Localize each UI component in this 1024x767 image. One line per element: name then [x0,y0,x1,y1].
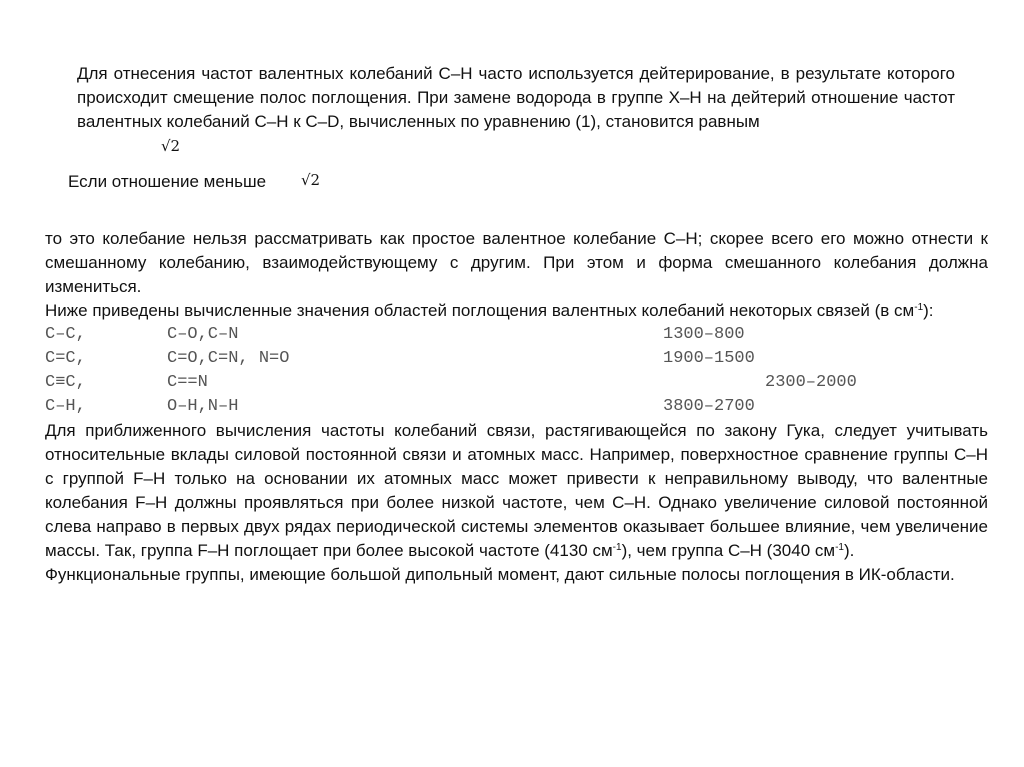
absorption-intro-end: ): [923,301,934,320]
intro-text: Для отнесения частот валентных колебаний С–Н часто используется дейтерирование, в результате которого происходит смещение полос поглощения. При замене водорода в группе Х–Н на дейтерий отношение частот валентных колебаний С–Н к С–D, вычисленных по уравнению (1), становится равным [77,64,955,131]
sqrt2-formula-2: √2 [301,171,321,189]
unit-superscript: -1 [835,542,844,553]
range-cell: 3800–2700 [663,397,755,416]
table-row [45,347,988,371]
paragraph-absorption-intro [45,299,988,323]
range-cell: 1900–1500 [663,349,755,368]
sqrt2-formula: √2 [161,137,181,155]
hooke-text-c: ). [843,541,855,560]
main-text [45,227,988,587]
paragraph-mixed-vibration: то это колебание нельзя рассматривать как простое валентное колебание С–Н; скорее всего его можно отнести к смешанному колебанию, взаимодействующему с другим. При этом и форма смешанного колебания должна измениться. [45,229,988,296]
unit-superscript: -1 [914,302,924,313]
groups-cell: C=O,C=N, N=O [167,349,290,368]
absorption-table [45,323,988,419]
table-row [45,371,988,395]
absorption-intro-text: Ниже приведены вычисленные значения областей поглощения валентных колебаний некоторых связей (в см [45,301,915,320]
unit-superscript: -1 [612,542,622,553]
bond-cell: C≡C, [45,373,86,392]
table-row [45,323,988,347]
paragraph-functional-groups: Функциональные группы, имеющие большой дипольный момент, дают сильные полосы поглощения в ИК-области. [45,565,955,584]
bond-cell: C–C, [45,325,86,344]
intro-paragraph [77,62,955,155]
bond-cell: C–H, [45,397,86,416]
groups-cell: O–H,N–H [167,397,239,416]
groups-cell: C==N [167,373,208,392]
range-cell: 1300–800 [663,325,745,344]
hooke-text-b: ), чем группа С–Н (3040 см [621,541,836,560]
paragraph-hooke-law [45,419,988,563]
condition-text: Если отношение меньше [68,172,267,191]
bond-cell: C=C, [45,349,86,368]
table-row [45,395,988,419]
groups-cell: C–O,C–N [167,325,239,344]
range-cell: 2300–2000 [765,373,857,392]
hooke-text-a: Для приближенного вычисления частоты колебаний связи, растягивающейся по закону Гука, следует учитывать относительные вклады силовой постоянной связи и атомных масс. Например, поверхностное сравнение группы С–Н с группой F–H только на основании их атомных масс может привести к неправильному выводу, что валентные колебания F–H должны проявляться при более низкой частоте, чем С–Н. Однако увеличение силовой постоянной слева направо в первых двух рядах периодической системы элементов оказывает большее влияние, чем увеличение массы. Так, группа F–H поглощает при более высокой частоте (4130 см [45,421,988,560]
condition-line [68,170,368,194]
